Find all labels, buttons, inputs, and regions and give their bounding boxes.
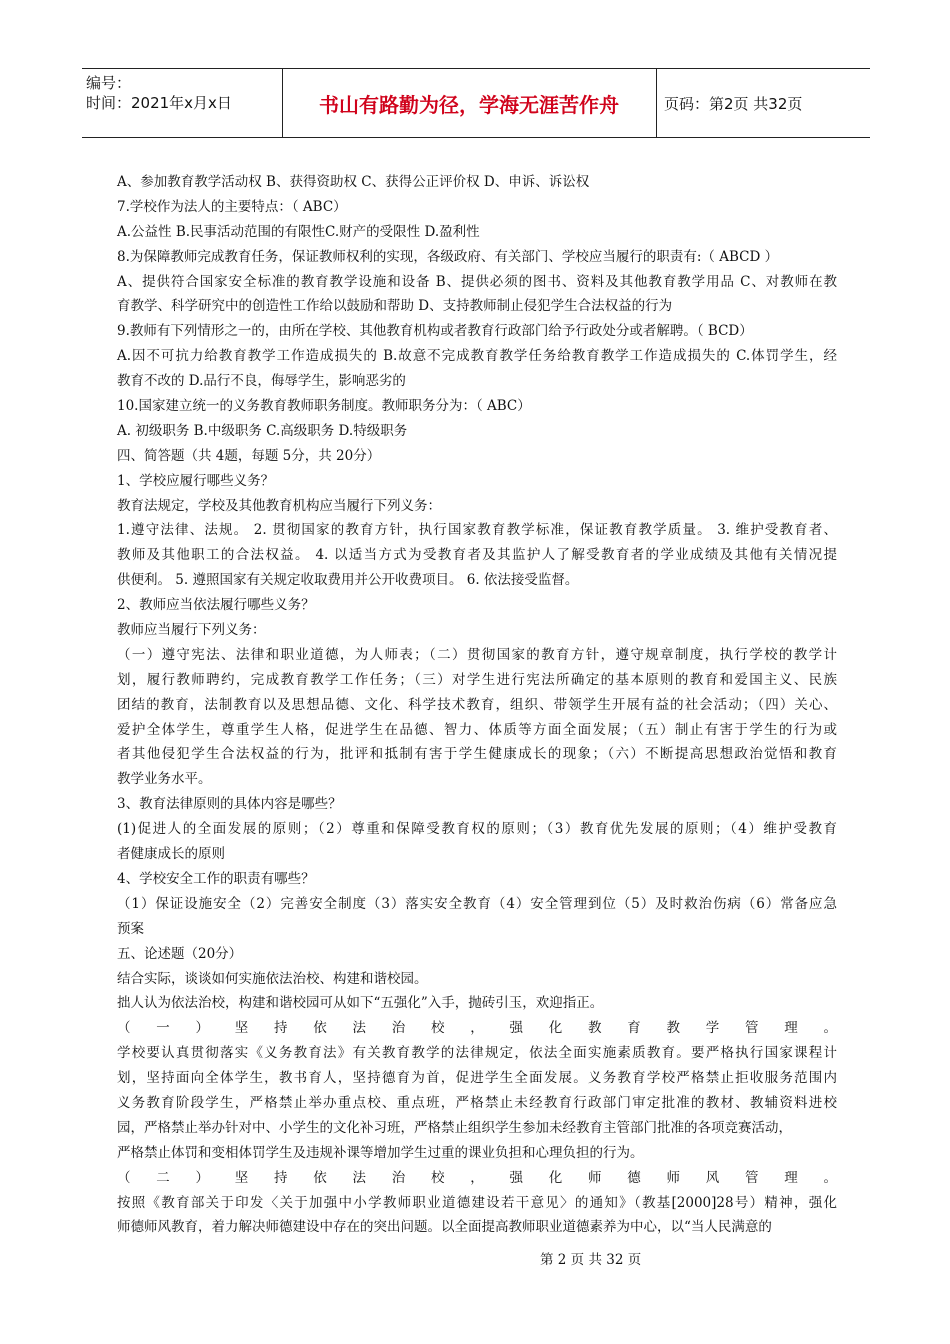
text-line: 学校要认真贯彻落实《义务教育法》有关教育教学的法律规定，依法全面实施素质教育。要严格执行国家课程计 (117, 1045, 837, 1062)
text-line: 师德师风教育，着力解决师德建设中存在的突出问题。以全面提高教师职业道德素养为中心，以“当人民满意的 (117, 1219, 772, 1236)
text-line: （1）保证设施安全（2）完善安全制度（3）落实安全教育（4）安全管理到位（5）及时救治伤病（6）常备应急 (117, 895, 837, 912)
text-line: 4、学校安全工作的职责有哪些？ (117, 870, 315, 887)
text-line: 者其他侵犯学生合法权益的行为，批评和抵制有害于学生健康成长的现象；（六）不断提高思想政治觉悟和教育 (117, 746, 837, 763)
text-line: A.公益性 B.民事活动范围的有限性C.财产的受限性 D.盈利性 (117, 223, 480, 240)
text-line: A.因不可抗力给教育教学工作造成损失的 B.故意不完成教育教学任务给教育教学工作造成损失的 C.体罚学生，经 (117, 348, 837, 365)
text-line: 8.为保障教师完成教育任务，保证教师权利的实现，各级政府、有关部门、学校应当履行的职责有:（ ABCD ） (117, 248, 779, 265)
page-footer: 第 2 页 共 32 页 (540, 1252, 642, 1268)
text-line: 义务教育阶段学生，严格禁止举办重点校、重点班，严格禁止未经教育行政部门审定批准的教材、教辅资料进校 (117, 1094, 837, 1111)
header-divider (656, 69, 657, 137)
text-line: A、参加教育教学活动权 B、获得资助权 C、获得公正评价权 D、申诉、诉讼权 (117, 174, 590, 190)
text-line: （一）遵守宪法、法律和职业道德，为人师表；（二）贯彻国家的教育方针，遵守规章制度，执行学校的教学计 (117, 646, 837, 663)
text-line: 严格禁止体罚和变相体罚学生及违规补课等增加学生过重的课业负担和心理负担的行为。 (117, 1144, 644, 1161)
text-line: 1.遵守法律、法规。 2. 贯彻国家的教育方针，执行国家教育教学标准，保证教育教学质量。 3. 维护受教育者、 (117, 522, 837, 539)
text-line: 园，严格禁止举办针对中、小学生的文化补习班，严格禁止组织学生参加未经教育主管部门批准的各项竞赛活动， (117, 1119, 792, 1136)
text-line: 供便利。 5. 遵照国家有关规定收取费用并公开收费项目。 6. 依法接受监督。 (117, 572, 579, 589)
text-line: 爱护全体学生，尊重学生人格，促进学生在品德、智力、体质等方面全面发展；（五）制止有害于学生的行为或 (117, 721, 837, 738)
text-line: 教育不改的 D.品行不良，侮辱学生，影响恶劣的 (117, 373, 406, 390)
text-line: 拙人认为依法治校，构建和谐校园可从如下“五强化”入手，抛砖引玉，欢迎指正。 (117, 995, 604, 1012)
text-line: 教育法规定，学校及其他教育机构应当履行下列义务： (117, 497, 441, 514)
text-line: （一）坚持依法治校，强化教育教学管理。 (117, 1020, 837, 1037)
text-line: 9.教师有下列情形之一的，由所在学校、其他教育机构或者教育行政部门给予行政处分或者解聘。（ BCD） (117, 323, 753, 340)
text-line: 五、论述题（20分） (117, 945, 243, 962)
text-line: A、提供符合国家安全标准的教育教学设施和设备 B、提供必须的图书、资料及其他教育教学用品 C、对教师在教 (117, 273, 837, 290)
text-line: 教师及其他职工的合法权益。 4. 以适当方式为受教育者及其监护人了解受教育者的学业成绩及其他有关情况提 (117, 547, 837, 564)
text-line: 结合实际，谈谈如何实施依法治校、构建和谐校园。 (117, 970, 428, 987)
page-header (82, 68, 870, 138)
text-line: 按照《教育部关于印发〈关于加强中小学教师职业道德建设若干意见〉的通知》（教基[2000]28号）精神，强化 (117, 1194, 837, 1211)
text-line: 教学业务水平。 (117, 771, 212, 788)
text-line: 者健康成长的原则 (117, 846, 225, 863)
time-label: 时间：2021年x月x日 (86, 94, 232, 112)
text-line: 3、教育法律原则的具体内容是哪些？ (117, 796, 342, 813)
text-line: 划，履行教师聘约，完成教育教学工作任务；（三）对学生进行宪法所确定的基本原则的教育和爱国主义、民族 (117, 671, 837, 688)
header-motto: 书山有路勤为径，学海无涯苦作舟 (319, 92, 619, 117)
text-line: A. 初级职务 B.中级职务 C.高级职务 D.特级职务 (117, 422, 408, 439)
text-line: 四、简答题（共 4题，每题 5分，共 20分） (117, 447, 381, 464)
text-line: 预案 (117, 920, 144, 937)
header-meta (86, 73, 278, 113)
text-line: 教师应当履行下列义务： (117, 622, 266, 639)
text-line: 育教学、科学研究中的创造性工作给以鼓励和帮助 D、支持教师制止侵犯学生合法权益的行为 (117, 298, 673, 315)
text-line: 2、教师应当依法履行哪些义务？ (117, 597, 315, 614)
text-line: 团结的教育，法制教育以及思想品德、文化、科学技术教育，组织、带领学生开展有益的社会活动；（四）关心、 (117, 696, 837, 713)
document-body (117, 170, 837, 1240)
header-page-info: 页码：第2页 共32页 (664, 94, 803, 113)
text-line: （二）坚持依法治校，强化师德师风管理。 (117, 1169, 837, 1186)
text-line: 划，坚持面向全体学生，教书育人，坚持德育为首，促进学生全面发展。义务教育学校严格禁止拒收服务范围内 (117, 1070, 837, 1087)
text-line: 7.学校作为法人的主要特点：（ ABC） (117, 198, 347, 215)
text-line: (1)促进人的全面发展的原则；（2）尊重和保障受教育权的原则；（3）教育优先发展的原则；（4）维护受教育 (117, 821, 837, 838)
number-label: 编号： (86, 74, 132, 92)
text-line: 1、学校应履行哪些义务？ (117, 472, 275, 489)
text-line: 10.国家建立统一的义务教育教师职务制度。教师职务分为：（ ABC） (117, 398, 531, 415)
